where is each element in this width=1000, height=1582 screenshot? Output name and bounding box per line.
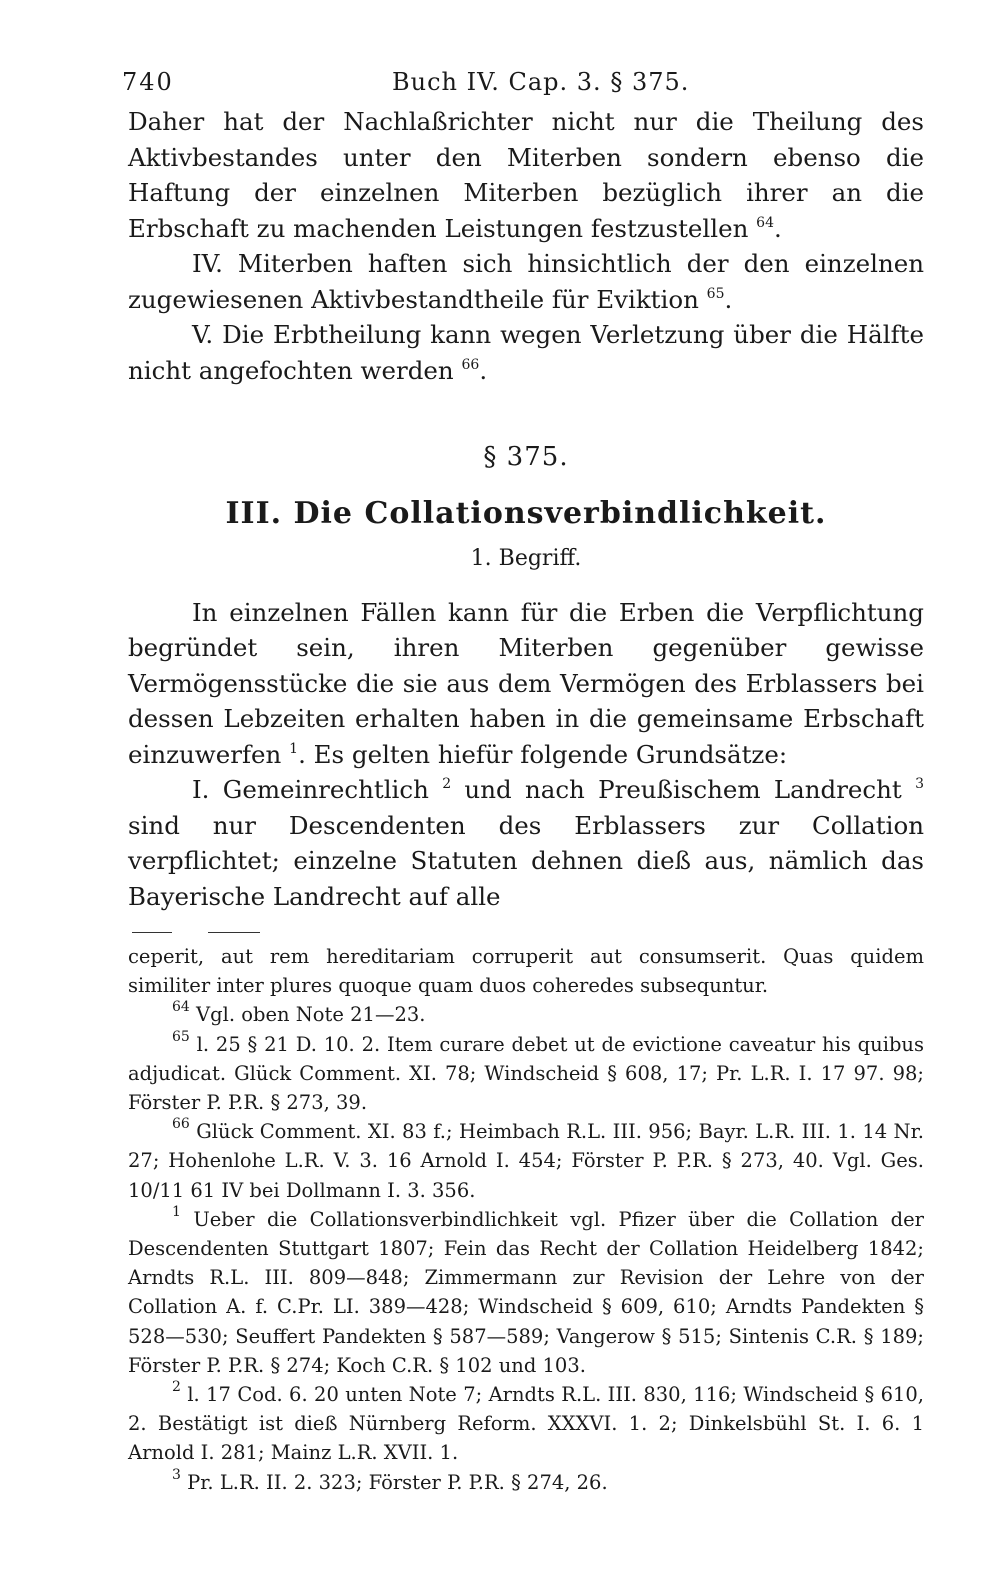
running-title: Buch IV. Cap. 3. § 375. [392, 68, 690, 96]
section-number: § 375. [483, 442, 569, 472]
footnote-ref-66[interactable]: 66 [461, 356, 480, 373]
divider-line-right [208, 932, 260, 933]
footnote-ref-1[interactable]: 1 [289, 740, 299, 757]
footnote-ref-65[interactable]: 65 [706, 285, 725, 302]
footnote-continuation: ceperit, aut rem hereditariam corruperit aut consumserit. Quas quidem similiter inter plures quoque quam duos coheredes subsequntur. [128, 945, 924, 998]
paragraph-erbtheilung: V. Die Erbtheilung kann wegen Verletzung über die Hälfte nicht angefochten werden $^{66}$. [128, 320, 924, 385]
footnote-1: $^1$ Ueber die Collationsverbindlichkeit vgl. Pfizer über die Collation der Descendenten Stuttgart 1807; Fein das Recht der Collation Heidelberg 1842; Arndts R.L. III. 809—848; Zimmermann zur Revision der Lehre von der Collation A. f. C.Pr. LI. 389—428; Windscheid § 609, 610; Arndts Pandekten § 528—530; Seuffert Pandekten § 587—589; Vangerow § 515; Sintenis C.R. § 189; Förster P. P.R. § 274; Koch C.R. § 102 und 103. [128, 1203, 924, 1377]
footnote-65: $^{65}$ l. 25 § 21 D. 10. 2. Item curare debet ut de evictione caveatur his quibus adjudicat. Glück Comment. XI. 78; Windscheid § 608, 17; Pr. L.R. I. 17 97. 98; Förster P. P.R. § 273, 39. [128, 1028, 924, 1115]
footnote-marker: 2 [172, 1379, 181, 1396]
page-number: 740 [122, 68, 174, 96]
footnote-marker: 1 [172, 1203, 181, 1220]
body-text [128, 104, 924, 914]
footnote-marker: 66 [172, 1116, 190, 1133]
section-title: III. Die Collationsverbindlichkeit. [225, 495, 827, 531]
paragraph-collation-intro: In einzelnen Fällen kann für die Erben die Verpflichtung begründet sein, ihren Miterben gegenüber gewisse Vermögensstücke die sie aus dem Vermögen des Erblassers bei dessen Lebzeiten erhalten haben in die gemeinsame Erbschaft einzuwerfen $^1$. Es gelten hiefür folgende Grundsätze: [128, 597, 924, 769]
paragraph-gemeinrechtlich: I. Gemeinrechtlich $^2$ und nach Preußischem Landrecht $^3$ sind nur Descendenten des Erblassers zur Collation verpflichtet; einzelne Statuten dehnen dieß aus, nämlich das Bayerische Landrecht auf alle [128, 775, 924, 911]
footnote-ref-2[interactable]: 2 [442, 776, 452, 792]
section-subtitle: 1. Begriff. [470, 546, 582, 571]
footnote-64: $^{64}$ Vgl. oben Note 21—23. [172, 999, 426, 1027]
footnote-ref-64[interactable]: 64 [756, 214, 774, 231]
footnote-ref-3[interactable]: 3 [915, 776, 924, 792]
running-head [122, 62, 924, 104]
book-page [122, 62, 924, 1497]
divider-line-left [132, 932, 172, 933]
footnote-marker: 64 [172, 999, 190, 1016]
footnote-2: $^2$ l. 17 Cod. 6. 20 unten Note 7; Arndts R.L. III. 830, 116; Windscheid § 610, 2. Bestätigt ist dieß Nürnberg Reform. XXXVI. 1. 2; Dinkelsbühl St. I. 6. 1 Arnold I. 281; Mainz L.R. XVII. 1. [128, 1379, 924, 1465]
paragraph-eviktion: IV. Miterben haften sich hinsichtlich der den einzelnen zugewiesenen Aktivbestandtheile für Eviktion $^{65}$. [128, 249, 924, 314]
footnote-66: $^{66}$ Glück Comment. XI. 83 f.; Heimbach R.L. III. 956; Bayr. L.R. III. 1. 14 Nr. 27; Hohenlohe L.R. V. 3. 16 Arnold I. 454; Förster P. P.R. § 273, 40. Vgl. Ges. 10/11 61 IV bei Dollmann I. 3. 356. [128, 1116, 924, 1202]
paragraph-nachlassrichter: Daher hat der Nachlaßrichter nicht nur die Theilung des Aktivbestandes unter den Miterben sondern ebenso die Haftung der einzelnen Miterben bezüglich ihrer an die Erbschaft zu machenden Leistungen festzustellen $^{64}$. [128, 107, 924, 243]
footnote-divider [128, 918, 924, 942]
footnote-marker: 65 [172, 1028, 190, 1045]
footnote-marker: 3 [172, 1466, 181, 1483]
footnote-3: $^3$ Pr. L.R. II. 2. 323; Förster P. P.R. § 274, 26. [172, 1466, 608, 1494]
footnotes [128, 942, 924, 1497]
